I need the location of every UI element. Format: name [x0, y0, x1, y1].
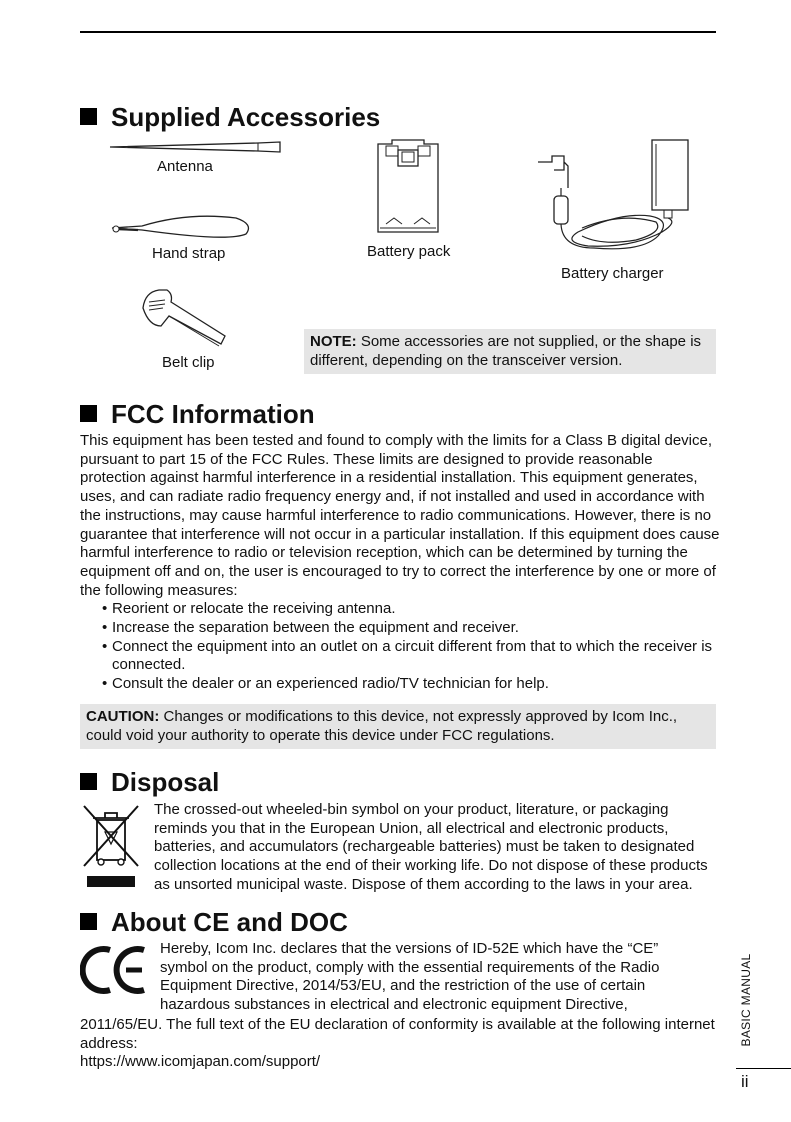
- crossed-out-bin-icon: [81, 802, 141, 890]
- caution-text: Changes or modifications to this device, not expressly approved by Icom Inc., could void your authority to operate this device under FCC regulations.: [86, 708, 678, 744]
- support-url-link[interactable]: https://www.icomjapan.com/support/: [80, 1053, 321, 1071]
- side-label: BASIC MANUAL: [739, 953, 753, 1047]
- note-label: NOTE:: [310, 333, 357, 350]
- list-item: • Connect the equipment into an outlet on a circuit different from that to which the receiver is connected.: [80, 638, 720, 675]
- list-item: • Increase the separation between the equipment and receiver.: [80, 619, 720, 638]
- note-box: [304, 329, 716, 374]
- belt-clip-caption: Belt clip: [162, 354, 215, 371]
- note-text: Some accessories are not supplied, or the shape is different, depending on the transceiver version.: [310, 333, 702, 369]
- ce-line-4: hazardous substances in electrical and electronic equipment Directive,: [160, 996, 628, 1014]
- antenna-image: [108, 139, 284, 155]
- hand-strap-caption: Hand strap: [152, 245, 226, 262]
- section-title-accessories: Supplied Accessories: [80, 102, 380, 132]
- fcc-body: [80, 432, 720, 694]
- ce-intro: [160, 940, 720, 1015]
- header-rule: [80, 31, 716, 33]
- list-item: • Reorient or relocate the receiving antenna.: [80, 600, 720, 619]
- ce-rest-text: 2011/65/EU. The full text of the EU declaration of conformity is available at the following internet address:: [80, 1016, 715, 1052]
- battery-charger-caption: Battery charger: [561, 265, 664, 282]
- page-number: ii: [741, 1072, 749, 1091]
- belt-clip-image: [139, 286, 231, 352]
- section-title-disposal: Disposal: [80, 767, 219, 797]
- fcc-paragraph: This equipment has been tested and found to comply with the limits for a Class B digital device, pursuant to part 15 of the FCC Rules. These limits are designed to provide reasonable protection against harmful interference in a residential installation. This equipment generates, uses, and can radiate radio frequency energy and, if not installed and used in accordance with the instructions, may cause harmful interference to radio communications. However, there is no guarantee that interference will not occur in a particular installation. If this equipment does cause harmful interference to radio or television reception, which can be determined by turning the equipment off and on, the user is encouraged to try to correct the interference by one or more of the following measures:: [80, 432, 720, 599]
- battery-charger-image: [532, 136, 694, 260]
- battery-pack-image: [372, 138, 444, 238]
- ce-line-1: Hereby, Icom Inc. declares that the versions of ID-52E which have the “CE”: [160, 940, 659, 957]
- antenna-caption: Antenna: [157, 158, 213, 175]
- list-item: • Consult the dealer or an experienced radio/TV technician for help.: [80, 675, 720, 694]
- battery-pack-caption: Battery pack: [367, 243, 451, 260]
- section-title-ce: About CE and DOC: [80, 907, 348, 937]
- page-number-rule: [736, 1068, 791, 1069]
- fcc-measures-list: [80, 600, 720, 694]
- ce-line-3: Equipment Directive, 2014/53/EU, and the restriction of the use of certain: [160, 977, 646, 995]
- ce-rest: [80, 1016, 720, 1072]
- caution-box: [80, 704, 716, 749]
- ce-line-2: symbol on the product, comply with the essential requirements of the Radio: [160, 958, 660, 976]
- ce-mark-icon: [80, 944, 150, 996]
- disposal-text: The crossed-out wheeled-bin symbol on your product, literature, or packaging reminds you that in the European Union, all electrical and electronic products, batteries, and accumulators (rechargeable batteries) must be taken to designated collection locations at the end of their working life. Do not dispose of these products as unsorted municipal waste. Dispose of them according to the laws in your area.: [154, 801, 708, 893]
- hand-strap-image: [108, 214, 254, 242]
- caution-label: CAUTION:: [86, 708, 160, 725]
- section-title-fcc: FCC Information: [80, 399, 315, 429]
